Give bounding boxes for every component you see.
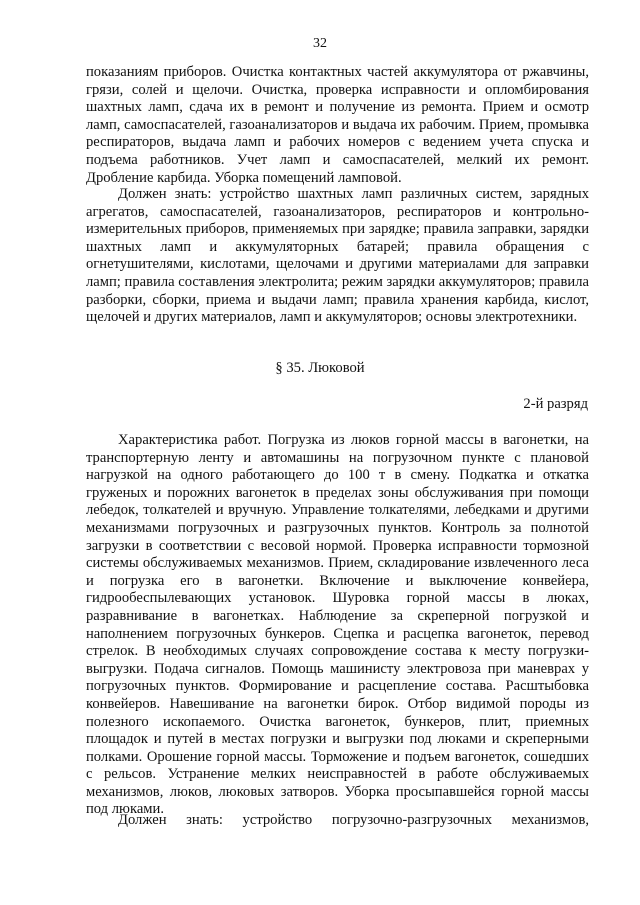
paragraph-must-know-hatch: Должен знать: устройство погрузочно-разгрузочных механизмов, — [118, 812, 589, 828]
section-title: § 35. Люковой — [275, 360, 365, 376]
grade-label: 2-й разряд — [523, 396, 588, 412]
paragraph-duties-continued: показаниям приборов. Очистка контактных частей аккумулятора от ржавчины, грязи, солей и щелочи. Очистка, проверка исправности и опломбирования шахтных ламп, сдача их в ремонт и получение из ремонта. Прием и осмотр ламп, самоспасателей, газоанализаторов и выдача их рабочим. Прием, промывка респираторов, выдача ламп и рабочих номеров с ведением учета спуска и подъема работников. Учет ламп и самоспасателей, мелкий их ремонт. Дробление карбида. Уборка помещений ламповой. — [86, 64, 589, 186]
page-number: 32 — [313, 36, 327, 51]
paragraph-must-know-lamp: Должен знать: устройство шахтных ламп различных систем, зарядных агрегатов, самоспасателей, газоанализаторов, респираторов и контрольно-измерительных приборов, применяемых при зарядке; правила заправки, зарядки шахтных ламп и аккумуляторных батарей; правила обращения с огнетушителями, кислотами, щелочами и другими материалами для заправки ламп; правила составления электролита; режим зарядки аккумуляторов; правила разборки, сборки, приема и выдачи ламп; правила хранения карбида, кислот, щелочей и других материалов, ламп и аккумуляторов; основы электротехники. — [86, 186, 589, 326]
paragraph-work-characteristics: Характеристика работ. Погрузка из люков горной массы в вагонетки, на транспортерную ленту и автомашины на погрузочном пункте с плановой нагрузкой на одного работающего до 100 т в смену. Подкатка и откатка груженых и порожних вагонеток в пределах зоны обслуживания при помощи лебедок, толкателей и вручную. Управление толкателями, лебедками и другими механизмами погрузочных и разгрузочных пунктов. Контроль за полнотой загрузки в соответствии с весовой нормой. Проверка исправности тормозной системы обслуживаемых механизмов. Прием, складирование извлеченного леса и погрузка его в вагонетки. Включение и выключение конвейера, гидрообеспылевающих установок. Шуровка горной массы в люках, разравнивание в вагонетках. Наблюдение за скреперной погрузкой и наполнением погрузочных бункеров. Сцепка и расцепка вагонеток, перевод стрелок. В необходимых случаях сопровождение состава к месту погрузки-выгрузки. Подача сигналов. Помощь машинисту электровоза при маневрах у погрузочных пунктов. Формирование и расцепление состава. Расштыбовка конвейеров. Навешивание на вагонетки бирок. Отбор видимой породы из полезного ископаемого. Очистка вагонеток, бункеров, плит, приемных площадок и путей в местах погрузки и выгрузки под люками и скреперными полками. Орошение горной массы. Торможение и подъем вагонеток, сошедших с рельсов. Устранение мелких неисправностей в работе обслуживаемых механизмов, люков, люковых затворов. Уборка просыпавшейся горной массы под люками. — [86, 432, 589, 818]
